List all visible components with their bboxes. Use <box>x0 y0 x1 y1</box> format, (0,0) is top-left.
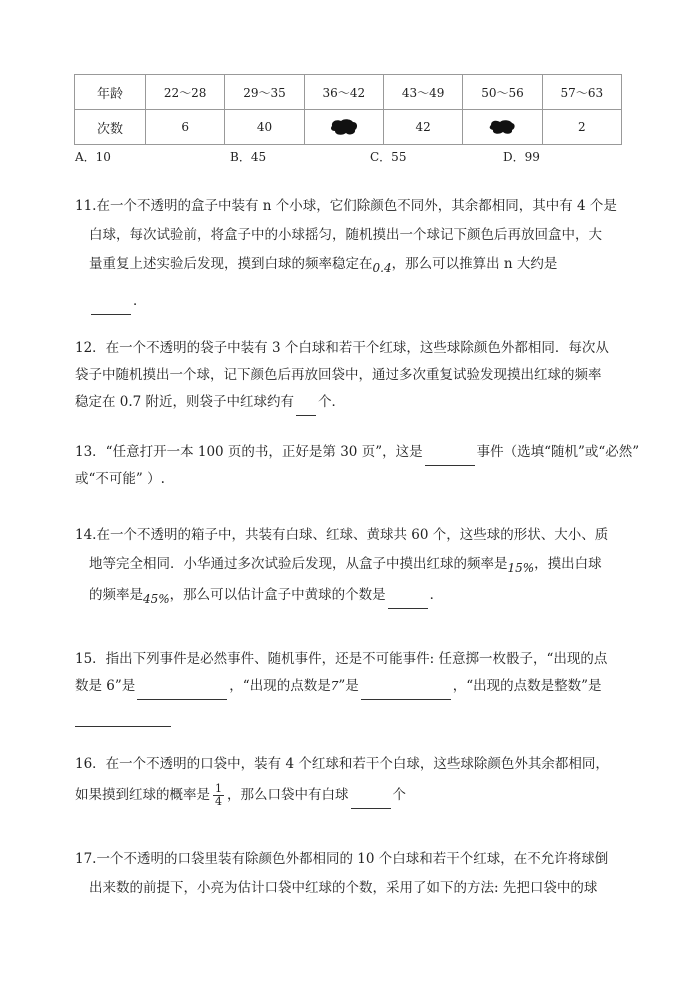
question-line: 白球，每次试验前，将盒子中的小球摇匀，随机摸出一个球记下颜色后再放回盒中，大 <box>89 227 602 243</box>
ink-blot-icon <box>487 117 517 137</box>
option-a: A．10 <box>75 150 111 164</box>
question-14 <box>75 522 635 609</box>
question-line: 稳定在 0.7 附近，则袋子中红球约有 个． <box>75 389 635 416</box>
table-cell: 42 <box>383 110 462 145</box>
answer-blank <box>361 683 451 700</box>
question-17 <box>75 846 635 902</box>
table-cell: 年龄 <box>75 75 146 110</box>
table-cell <box>463 110 542 145</box>
age-frequency-table <box>74 74 622 145</box>
option-b: B．45 <box>230 150 267 164</box>
answer-options <box>75 148 635 166</box>
fraction: $\frac{1}{4}$ <box>215 782 222 808</box>
table-cell: 57～63 <box>542 75 621 110</box>
table-cell: 22～28 <box>146 75 225 110</box>
question-line: 地等完全相同．小华通过多次试验后发现，从盒子中摸出红球的频率是15%，摸出白球 <box>89 556 602 575</box>
table-cell: 40 <box>225 110 304 145</box>
question-line: 13．“任意打开一本 100 页的书，正好是第 30 页”，这是 事件（选填“随机”或“必然” <box>75 439 635 466</box>
question-line: 12．在一个不透明的袋子中装有 3 个白球和若干个红球，这些球除颜色外都相同．每次从 <box>75 340 609 356</box>
option-d: D．99 <box>503 150 540 164</box>
question-line: 16．在一个不透明的口袋中，装有 4 个红球和若干个白球，这些球除颜色外其余都相同， <box>75 756 609 772</box>
table-cell: 50～56 <box>463 75 542 110</box>
table-row <box>75 110 622 145</box>
answer-blank <box>425 449 475 466</box>
question-line: 或“不可能” ）. <box>75 471 165 487</box>
table-cell: 6 <box>146 110 225 145</box>
question-13 <box>75 439 640 493</box>
question-line: 出来数的前提下，小亮为估计口袋中红球的个数，采用了如下的方法: 先把口袋中的球 <box>89 880 598 896</box>
answer-blank <box>388 592 428 609</box>
table-cell: 次数 <box>75 110 146 145</box>
table-cell: 36～42 <box>304 75 383 110</box>
answer-blank <box>351 792 391 809</box>
ink-blot-icon <box>329 117 359 137</box>
question-11 <box>75 193 635 315</box>
question-line: 的频率是45%，那么可以估计盒子中黄球的个数是 ． <box>75 582 635 609</box>
question-line <box>75 700 635 727</box>
question-line: ． <box>75 288 635 315</box>
question-line: 袋子中随机摸出一个球，记下颜色后再放回袋中，通过多次重复试验发现摸出红球的频率 <box>75 367 602 383</box>
question-12 <box>75 335 635 416</box>
question-line: 15．指出下列事件是必然事件、随机事件，还是不可能事件: 任意掷一枚骰子，“出现的点 <box>75 651 608 667</box>
question-16 <box>75 751 635 809</box>
table-row <box>75 75 622 110</box>
question-line: 17.一个不透明的口袋里装有除颜色外都相同的 10 个白球和若干个红球，在不允许将球倒 <box>75 851 609 867</box>
question-15 <box>75 646 635 727</box>
question-line: 数是 6”是 ，“出现的点数是7”是 ，“出现的点数是整数”是 <box>75 673 635 700</box>
answer-blank <box>75 710 171 727</box>
option-c: C．55 <box>370 150 407 164</box>
question-line: 11.在一个不透明的盒子中装有 n 个小球，它们除颜色不同外，其余都相同，其中有 4 个是 <box>75 198 617 214</box>
table-cell <box>304 110 383 145</box>
question-line: 如果摸到红球的概率是 $\frac{1}{4}$ ，那么口袋中有白球 个 <box>75 782 406 808</box>
table-cell: 2 <box>542 110 621 145</box>
question-line: 量重复上述实验后发现，摸到白球的频率稳定在0.4，那么可以推算出 n 大约是 <box>89 256 558 275</box>
answer-blank <box>137 683 227 700</box>
answer-blank <box>296 399 316 416</box>
question-line: 14.在一个不透明的箱子中，共装有白球、红球、黄球共 60 个，这些球的形状、大小、质 <box>75 527 609 543</box>
table-cell: 29～35 <box>225 75 304 110</box>
table-cell: 43～49 <box>383 75 462 110</box>
answer-blank <box>91 298 131 315</box>
